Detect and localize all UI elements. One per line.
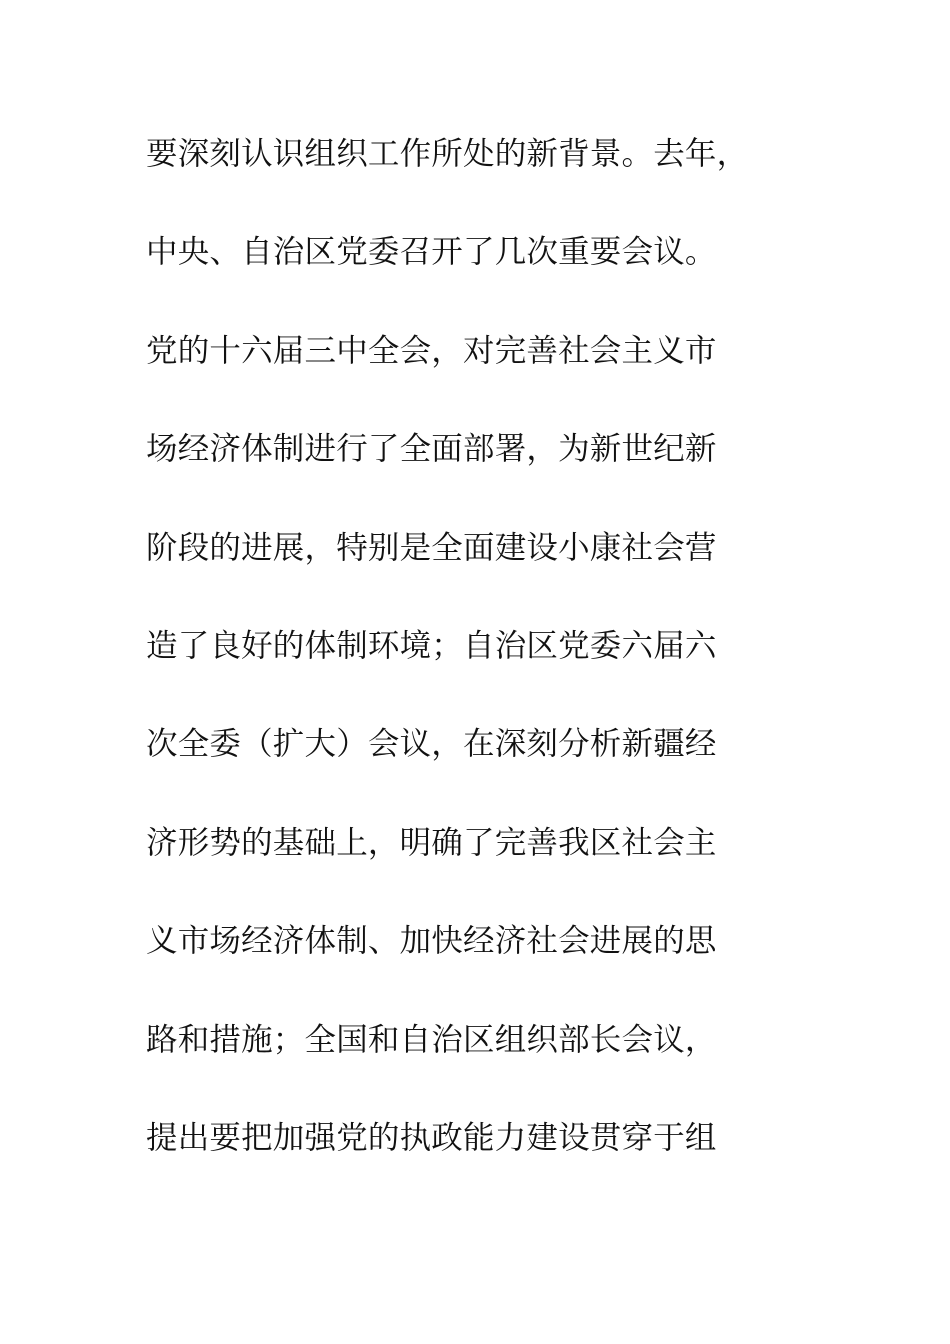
text-line: 党的十六届三中全会，对完善社会主义市 (146, 332, 717, 369)
text-line: 场经济体制进行了全面部署，为新世纪新 (146, 431, 717, 468)
text-line: 中央、自治区党委召开了几次重要会议。 (146, 234, 717, 271)
text-line: 阶段的进展，特别是全面建设小康社会营 (146, 529, 717, 566)
body-text (146, 126, 826, 1208)
text-line: 济形势的基础上，明确了完善我区社会主 (146, 824, 717, 861)
text-line: 路和措施；全国和自治区组织部长会议， (146, 1021, 717, 1058)
text-line: 要深刻认识组织工作所处的新背景。去年， (146, 136, 749, 172)
text-line: 造了良好的体制环境；自治区党委六届六 (146, 627, 717, 664)
text-line: 提出要把加强党的执政能力建设贯穿于组 (146, 1119, 717, 1156)
text-line: 义市场经济体制、加快经济社会进展的思 (146, 923, 717, 960)
text-line: 次全委（扩大）会议，在深刻分析新疆经 (146, 726, 717, 763)
